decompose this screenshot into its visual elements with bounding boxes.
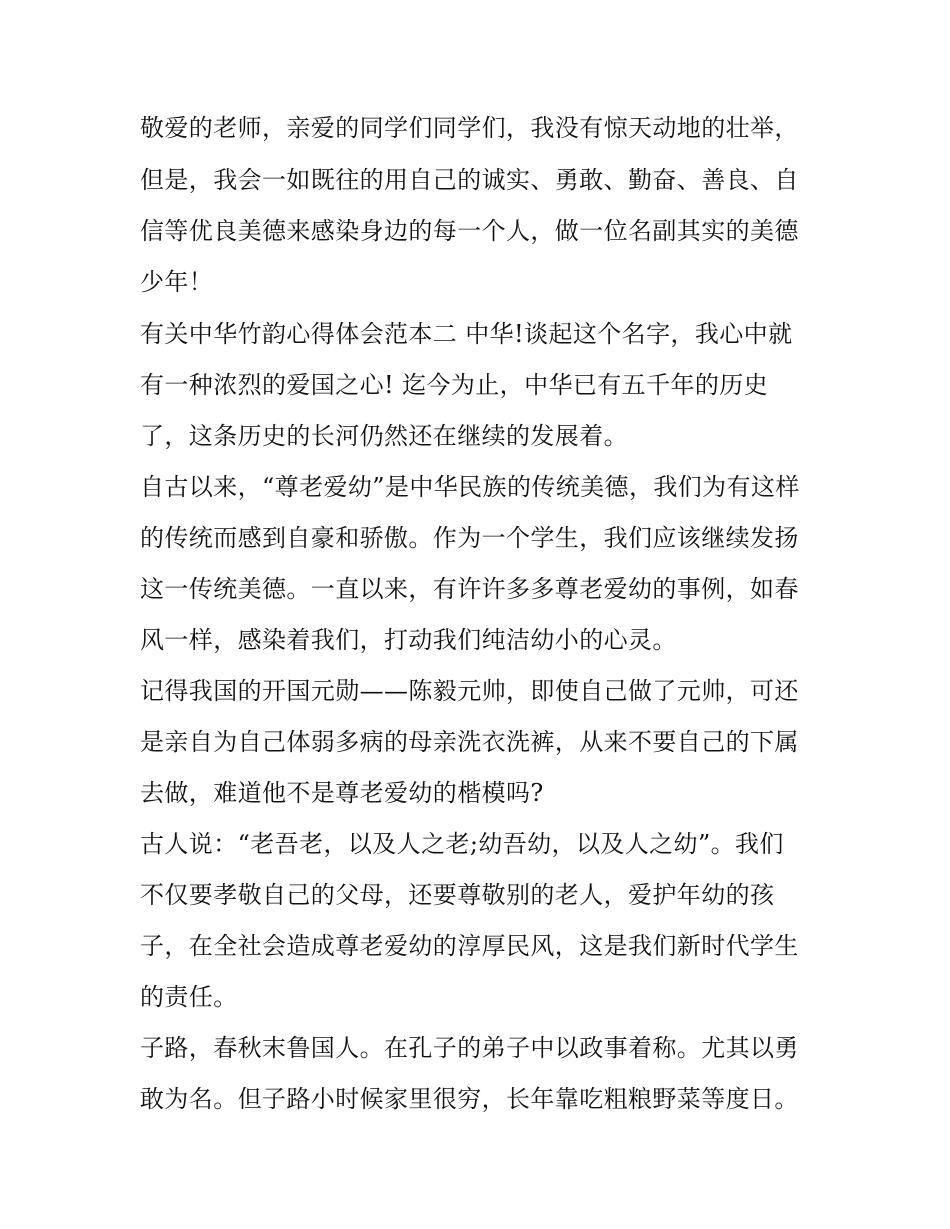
text-line: 自古以来，“尊老爱幼”是中华民族的传统美德，我们为有这样 bbox=[140, 473, 800, 501]
text-line: 这一传统美德。一直以来，有许许多多尊老爱幼的事例，如春 bbox=[140, 575, 799, 603]
text-line: 有一种浓烈的爱国之心! 迄今为止，中华已有五千年的历史 bbox=[140, 371, 769, 399]
text-line: 是亲自为自己体弱多病的母亲洗衣洗裤，从来不要自己的下属 bbox=[140, 728, 799, 756]
text-line: 风一样，感染着我们，打动我们纯洁幼小的心灵。 bbox=[140, 626, 677, 654]
text-line: 信等优良美德来感染身边的每一个人，做一位名副其实的美德 bbox=[140, 217, 799, 245]
text-line: 了，这条历史的长河仍然还在继续的发展着。 bbox=[140, 422, 628, 450]
text-line: 子，在全社会造成尊老爱幼的淳厚民风，这是我们新时代学生 bbox=[140, 932, 799, 960]
text-line: 的责任。 bbox=[140, 983, 238, 1011]
text-line: 不仅要孝敬自己的父母，还要尊敬别的老人，爱护年幼的孩 bbox=[140, 881, 775, 909]
text-line: 敬爱的老师，亲爱的同学们同学们，我没有惊天动地的壮举， bbox=[140, 114, 799, 142]
text-line: 子路，春秋末鲁国人。在孔子的弟子中以政事着称。尤其以勇 bbox=[140, 1034, 799, 1062]
text-line: 古人说：“老吾老，以及人之老;幼吾幼，以及人之幼”。我们 bbox=[140, 830, 784, 858]
text-line: 有关中华竹韵心得体会范本二 中华!谈起这个名字，我心中就 bbox=[140, 320, 793, 348]
text-line: 去做，难道他不是尊老爱幼的楷模吗? bbox=[140, 779, 544, 807]
text-line: 的传统而感到自豪和骄傲。作为一个学生，我们应该继续发扬 bbox=[140, 524, 799, 552]
text-line: 少年！ bbox=[140, 268, 214, 296]
text-line: 记得我国的开国元勋——陈毅元帅，即使自己做了元帅，可还 bbox=[140, 677, 799, 705]
text-line: 敢为名。但子路小时候家里很穷，长年靠吃粗粮野菜等度日。 bbox=[140, 1085, 799, 1113]
text-line: 但是，我会一如既往的用自己的诚实、勇敢、勤奋、善良、自 bbox=[140, 166, 799, 194]
